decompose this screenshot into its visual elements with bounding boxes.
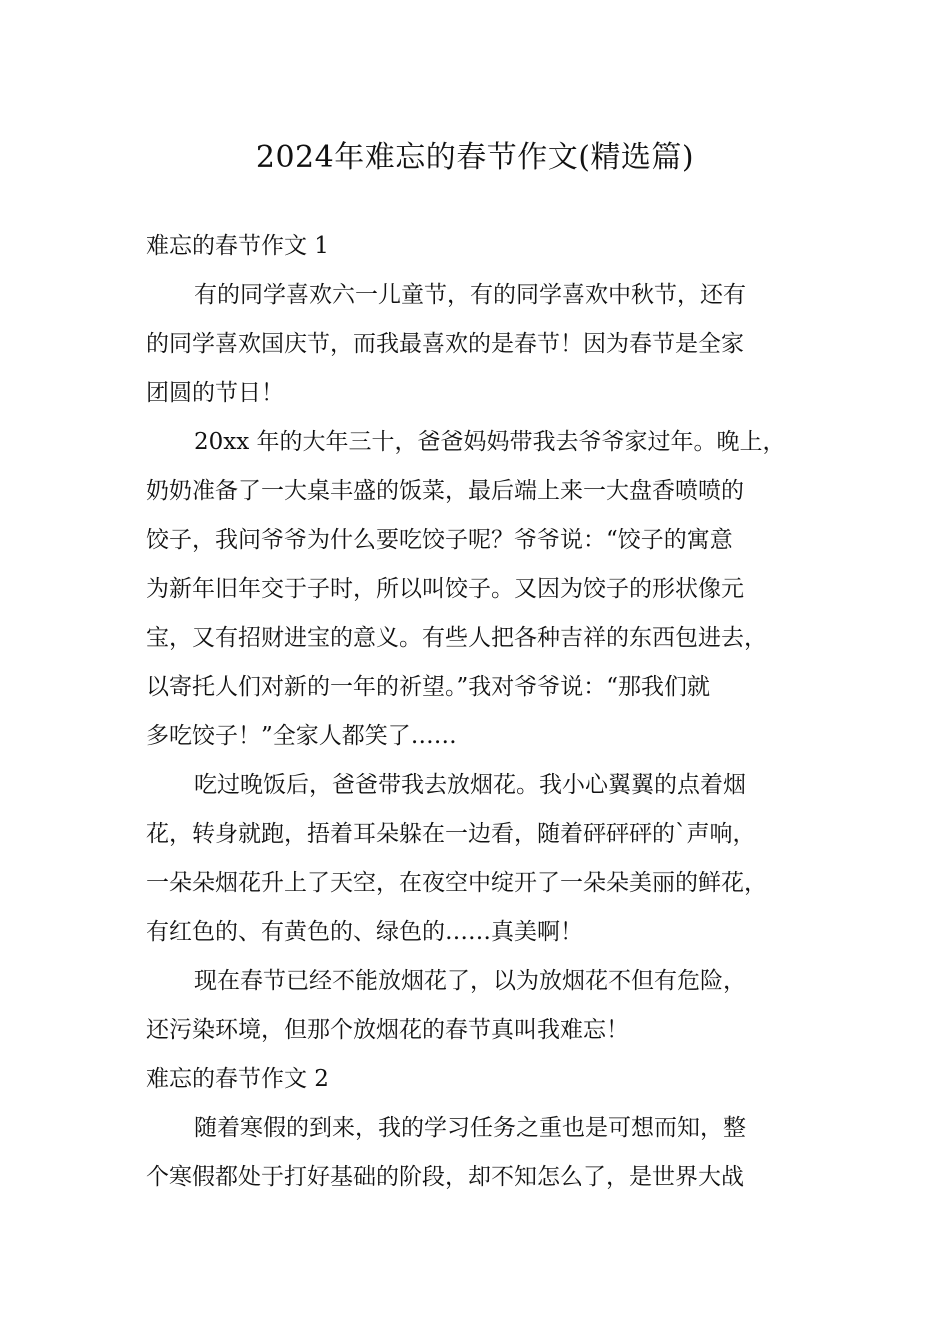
text-line: 为新年旧年交于子时，所以叫饺子。又因为饺子的形状像元 [146,576,744,602]
text-line: 饺子，我问爷爷为什么要吃饺子呢？爷爷说：“饺子的寓意 [146,527,733,553]
text-line: 花，转身就跑，捂着耳朵躲在一边看，随着砰砰砰的`声响， [146,821,756,847]
text-line: 随着寒假的到来，我的学习任务之重也是可想而知，整 [194,1115,746,1141]
paragraph [146,271,816,418]
text-line: 20xx 年的大年三十，爸爸妈妈带我去爷爷家过年。晚上， [194,429,786,455]
text-line: 一朵朵烟花升上了天空，在夜空中绽开了一朵朵美丽的鲜花， [146,870,767,896]
section-heading: 难忘的春节作文 2 [146,1066,329,1092]
text-line: 还污染环境，但那个放烟花的春节真叫我难忘！ [146,1017,629,1043]
document-body [146,222,816,1202]
text-line: 现在春节已经不能放烟花了，以为放烟花不但有危险， [194,968,746,994]
text-line: 奶奶准备了一大桌丰盛的饭菜，最后端上来一大盘香喷喷的 [146,478,744,504]
paragraph [146,1104,816,1202]
text-line: 个寒假都处于打好基础的阶段，却不知怎么了，是世界大战 [146,1164,744,1190]
text-line: 宝，又有招财进宝的意义。有些人把各种吉祥的东西包进去， [146,625,767,651]
text-line: 有红色的、有黄色的、绿色的……真美啊！ [146,919,583,945]
document-title: 2024年难忘的春节作文(精选篇) [255,140,695,175]
text-line: 团圆的节日！ [146,380,284,406]
text-line: 的同学喜欢国庆节，而我最喜欢的是春节！因为春节是全家 [146,331,744,357]
text-line: 吃过晚饭后，爸爸带我去放烟花。我小心翼翼的点着烟 [194,772,746,798]
text-line: 以寄托人们对新的一年的祈望。”我对爷爷说：“那我们就 [146,674,711,700]
paragraph [146,761,816,957]
text-line: 有的同学喜欢六一儿童节，有的同学喜欢中秋节，还有 [194,282,746,308]
text-line: 多吃饺子！”全家人都笑了…… [146,723,457,749]
section-heading: 难忘的春节作文 1 [146,233,329,259]
paragraph [146,957,816,1055]
paragraph [146,418,816,761]
